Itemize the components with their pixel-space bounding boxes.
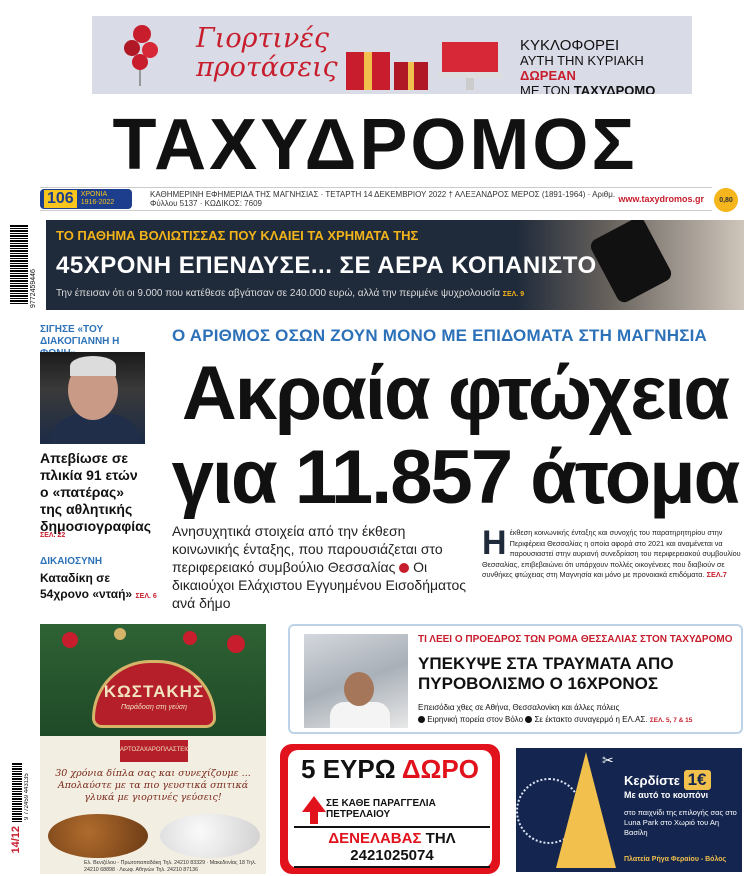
banner-page-ref: ΣΕΛ. 9 [502, 291, 525, 298]
luna-park-coupon[interactable] [516, 748, 742, 872]
ad-line2-highlight: ΔΩΡΕΑΝ [520, 68, 576, 83]
ad-right-text [520, 38, 692, 94]
luna-win-amount: 1€ [684, 770, 711, 790]
teaser-sub [418, 702, 738, 727]
bullet-icon [525, 716, 532, 723]
banner-title: 45ΧΡΟΝΗ ΕΠΕΝΔΥΣΕ... ΣΕ ΑΕΡΑ ΚΟΠΑΝΙΣΤΟ [56, 252, 597, 279]
website-link[interactable]: www.taxydromos.gr [618, 194, 704, 204]
fraud-story-banner[interactable] [46, 220, 744, 310]
kostakis-badge: ΑΡΤΟΖΑΧΑΡΟΠΛΑΣΤΕΙΟ [120, 740, 188, 762]
drop-cap: Η [482, 524, 507, 562]
euro-phone: ΤΗΛ 2421025074 [350, 830, 456, 864]
ad-line3-bold: ΤΑΧΥΔΡΟΜΟ [573, 83, 656, 94]
euro-line2: ΣΕ ΚΑΘΕ ΠΑΡΑΓΓΕΛΙΑ ΠΕΤΡΕΛΑΙΟΥ [326, 798, 436, 820]
luna-desc: στο παιχνίδι της επιλογής σας στο Luna Park στο Χωριό του Αη Βασίλη [624, 808, 737, 837]
kostakis-tagline: Παράδοση στη γεύση [120, 704, 188, 711]
ad-line1: ΚΥΚΛΟΦΟΡΕΙ [520, 37, 620, 54]
main-body [482, 524, 744, 581]
dateline-text: ΚΑΘΗΜΕΡΙΝΗ ΕΦΗΜΕΡΙΔΑ ΤΗΣ ΜΑΓΝΗΣΙΑΣ · ΤΕΤΑΡΤΗ 14 ΔΕΚΕΜΒΡΙΟΥ 2022 † ΑΛΕΞΑΝΔΡΟΣ ΜΕΡΟΣ (1891-1964) · Αριθμ. Φύλλου 5137 · ΚΩΔΙΚΟΣ: 7609 [150, 190, 616, 208]
euro-line3 [294, 826, 490, 868]
banner-subtitle: Την έπεισαν ότι οι 9.000 που κατέθεσε αβγάτισαν σε 240.000 ευρώ, αλλά την περιμένε ψυχρολουσία [56, 288, 500, 299]
bullet-icon [418, 716, 425, 723]
fuel-advertisement[interactable] [280, 744, 500, 874]
sidebar-story-2: Καταδίκη σε 54χρονο «νταή» [40, 571, 133, 601]
deck-part2: Οι δικαιούχοι Ελάχιστου Εγγυημένου Εισοδήματος ανά δήμο [172, 559, 467, 611]
banner-subtitle-wrap [56, 288, 524, 299]
years-range: 1916-2022 [80, 199, 115, 206]
kostakis-slogan: 30 χρόνια δίπλα σας και συνεχίζουμε ... Απολαύστε με τα πιο γευστικά σπιτικά γλυκά με γιορτινές γεύσεις! [55, 768, 251, 803]
dateline-bar [40, 187, 712, 211]
ornaments-icon [40, 624, 266, 664]
body-ref: ΣΕΛ.7 [706, 570, 727, 580]
deck-part1: Ανησυχητικά στοιχεία από την έκθεση κοινωνικής ένταξης, που παρουσιάζεται στο περιφερειακό συμβούλιο Θεσσαλίας [172, 523, 443, 575]
teaser-title: ΥΠΕΚΥΨΕ ΣΤΑ ΤΡΑΥΜΑΤΑ ΑΠΟ ΠΥΡΟΒΟΛΙΣΜΟ Ο 16ΧΡΟΝΟΣ [418, 654, 674, 693]
banner-kicker: ΤΟ ΠΑΘΗΜΑ ΒΟΛΙΩΤΙΣΣΑΣ ΠΟΥ ΚΛΑΙΕΙ ΤΑ ΧΡΗΜΑΤΑ ΤΗΣ [56, 228, 419, 243]
main-headline-line1[interactable]: Ακραία φτώχεια [181, 351, 729, 436]
top-advertisement[interactable] [92, 16, 692, 94]
barcode-bottom [12, 762, 22, 822]
sidebar-story-1[interactable]: Απεβίωσε σε πλικία 91 ετών ο «πατέρας» της αθλητικής δημοσιογραφίας [40, 450, 152, 534]
barcode-top-number: 9772459446 [30, 269, 37, 308]
christmas-tree-icon [556, 752, 616, 868]
luna-coupon: Με αυτό το κουπόνι [624, 790, 709, 800]
sidebar-ref-2: ΣΕΛ. 6 [135, 593, 157, 600]
issue-date-vertical: 14/12 [10, 826, 22, 854]
kostakis-advertisement[interactable] [40, 624, 266, 874]
roma-story-teaser[interactable] [288, 624, 743, 734]
main-deck [172, 522, 472, 612]
ad-script-title: Γιορτινές προτάσεις [196, 23, 338, 83]
balloons-icon [122, 22, 162, 88]
photo-face [344, 672, 374, 706]
teaser-sub1: Επεισόδια χθες σε Αθήνα, Θεσσαλονίκη και άλλες πόλεις [418, 703, 620, 712]
sidebar-kicker-2: ΔΙΚΑΙΟΣΥΝΗ [40, 556, 103, 567]
barcode-top [10, 224, 28, 304]
teaser-sub2: Ειρηνική πορεία στον Βόλο [427, 715, 524, 724]
years-number: 106 [44, 190, 77, 208]
luna-place: Πλατεία Ρήγα Φεραίου - Βόλος [624, 856, 727, 863]
main-headline-line2[interactable]: για 11.857 άτομα [171, 435, 739, 520]
teaser-ref: ΣΕΛ. 5, 7 & 15 [649, 717, 693, 724]
years-badge [40, 189, 132, 209]
main-kicker: Ο ΑΡΙΘΜΟΣ ΟΣΩΝ ΖΟΥΝ ΜΟΝΟ ΜΕ ΕΠΙΔΟΜΑΤΑ ΣΤΗ ΜΑΓΝΗΣΙΑ [172, 326, 708, 345]
price-badge: 0,80 [714, 188, 738, 212]
sidebar-story-2-wrap[interactable] [40, 570, 160, 605]
teen-photo [304, 634, 408, 728]
ad-line2-prefix: ΑΥΤΗ ΤΗΝ ΚΥΡΙΑΚΗ [520, 53, 644, 68]
luna-win-prefix: Κερδίστε [624, 773, 680, 788]
euro-big-highlight: ΔΩΡΟ [401, 754, 479, 784]
sidebar-kicker-1: ΣΙΓΗΣΕ «ΤΟΥ ΔΙΑΚΟΓΙΑΝΝΗ Η [40, 324, 120, 347]
obituary-photo [40, 352, 145, 444]
teaser-sub3: Σε έκτακτο συναγερμό η ΕΛ.ΑΣ. [534, 715, 648, 724]
euro-ad-headline [288, 754, 492, 785]
kourabiedes-photo [160, 814, 260, 858]
gifts-cake-icon [342, 22, 502, 92]
bullet-icon [399, 563, 409, 573]
melomakarona-photo [48, 814, 148, 858]
sidebar-ref-1: ΣΕΛ. 22 [40, 532, 66, 539]
euro-big-prefix: 5 ΕΥΡΩ [301, 754, 396, 784]
newspaper-title[interactable]: ΤΑΧΥΔΡΟΜΟΣ [112, 105, 638, 185]
barcode-bottom-number: 9 772459 443135 [24, 773, 30, 820]
ad-line3-prefix: ΜΕ ΤΟΝ [520, 83, 571, 94]
photo-hair [70, 356, 116, 376]
teaser-kicker: ΤΙ ΛΕΕΙ Ο ΠΡΟΕΔΡΟΣ ΤΩΝ ΡΟΜΑ ΘΕΣΣΑΛΙΑΣ ΣΤΟΝ ΤΑΧΥΔΡΟΜΟ [418, 634, 733, 645]
luna-win [624, 770, 736, 790]
euro-name: ΔΕΝΕΛΑΒΑΣ [328, 830, 422, 847]
years-label: ΧΡΟΝΙΑ [80, 191, 108, 198]
kostakis-name: ΚΩΣΤΑΚΗΣ [103, 682, 205, 701]
arrow-stem-icon [310, 810, 318, 824]
scissors-icon: ✂ [602, 752, 614, 768]
body-text: έκθεση κοινωνικής ένταξης και συνοχής του παρατηρητηρίου στην Περιφέρεια Θεσσαλίας η οποία αφορά στο 2021 και αναμένεται να παρουσιαστεί στην αυριανή συνεδρίαση του περιφερειακού συμβουλίου Θεσσαλίας, επιβεβαιώνει ότι υπάρχουν πολλές οικογένειες που διαβιούν σε συνθήκες φτώχειας στη Μαγνησία και μόνο με προνοιακά επιδόματα. [482, 528, 741, 580]
kostakis-address: Ελ. Βενιζέλου - Πρωτοπαπαδάκη Τηλ. 24210 83329 · Μακεδονίας 18 Τηλ. 24210 68898 · Λεωφ. Αθηνών Τηλ. 24210 87136 [84, 860, 257, 873]
